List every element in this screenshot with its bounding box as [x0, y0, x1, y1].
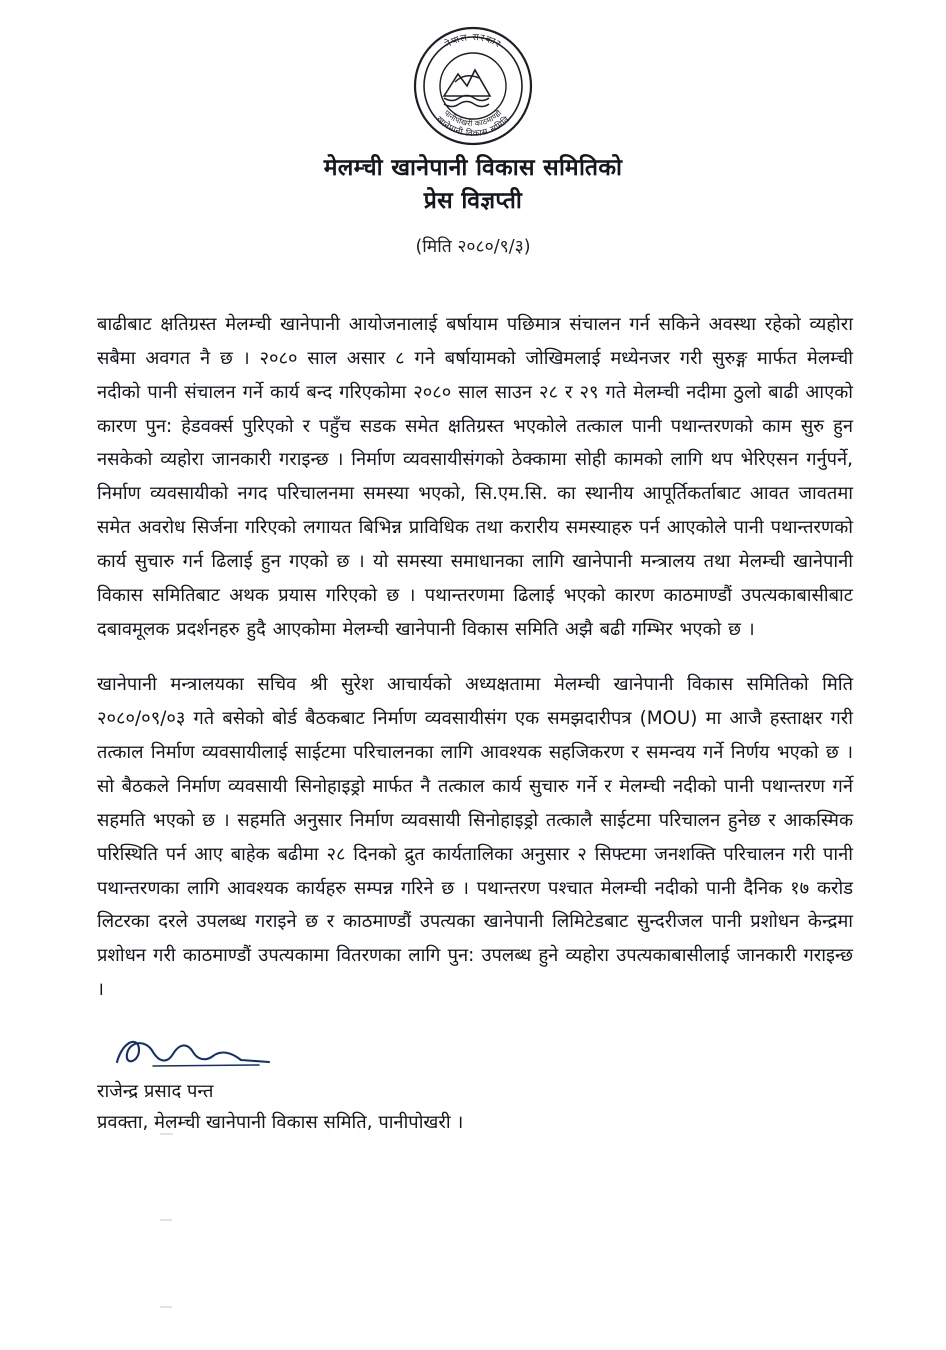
svg-text:नेपाल सरकार: नेपाल सरकार — [443, 31, 503, 51]
signatory-role: प्रवक्ता, मेलम्ची खानेपानी विकास समिति, पानीपोखरी । — [97, 1112, 464, 1134]
scan-speck — [160, 1306, 172, 1308]
svg-text:खानेपानी विकास समिति: खानेपानी विकास समिति — [433, 114, 513, 140]
document-date: (मिति २०८०/९/३) — [415, 237, 531, 258]
paragraph-2: खानेपानी मन्त्रालयका सचिव श्री सुरेश आचार्यको अध्यक्षतामा मेलम्ची खानेपानी विकास समितिको मिति २०८०/०९/०३ गते बसेको बोर्ड बैठकबाट निर्माण व्यवसायीसंग एक समझदारीपत्र (MOU) मा आजै हस्ताक्षर गरी तत्काल निर्माण व्यवसायीलाई साईटमा परिचालनका लागि आवश्यक सहजिकरण र समन्वय गर्ने निर्णय भएको छ । सो बैठकले निर्माण व्यवसायी सिनोहाइड्रो मार्फत नै तत्काल कार्य सुचारु गर्ने र मेलम्ची नदीको पानी पथान्तरण गर्ने सहमति भएको छ । सहमति अनुसार निर्माण व्यवसायी सिनोहाइड्रो तत्कालै साईटमा परिचालन हुनेछ र आकस्मिक परिस्थिति पर्न आए बाहेक बढीमा २८ दिनको द्रुत कार्यतालिका अनुसार २ सिफ्टमा जनशक्ति परिचालन गरी पानी पथान्तरणका लागि आवश्यक कार्यहरु सम्पन्न गरिने छ । पथान्तरण पश्चात मेलम्ची नदीको पानी दैनिक १७ करोड लिटरका दरले उपलब्ध गराइने छ र काठमाण्डौं उपत्यका खानेपानी लिमिटेडबाट सुन्दरीजल पानी प्रशोधन केन्द्रमा प्रशोधन गरी काठमाण्डौं उपत्यकामा वितरणका लागि पुन: उपलब्ध हुने व्यहोरा उपत्यकाबासीलाई जानकारी गराइन्छ । — [97, 674, 853, 1001]
handwritten-signature-icon — [109, 1032, 797, 1074]
document-body — [97, 308, 853, 1007]
scan-speck — [160, 1133, 173, 1135]
signatory-name: राजेन्द्र प्रसाद पन्त — [97, 1081, 214, 1102]
scan-speck — [160, 1219, 172, 1221]
nepal-government-emblem-icon — [411, 24, 535, 148]
page-title-line-2: प्रेस विज्ञप्ती — [423, 187, 523, 214]
paragraph-1: बाढीबाट क्षतिग्रस्त मेलम्ची खानेपानी आयोजनालाई बर्षायाम पछिमात्र संचालन गर्न सकिने अवस्था रहेको व्यहोरा सबैमा अवगत नै छ । २०८० साल असार ८ गने बर्षायामको जोखिमलाई मध्येनजर गरी सुरुङ्ग मार्फत मेलम्ची नदीको पानी संचालन गर्ने कार्य बन्द गरिएकोमा २०८० साल साउन २८ र २९ गते मेलम्ची नदीमा ठुलो बाढी आएको कारण पुन: हेडवर्क्स पुरिएको र पहुँच सडक समेत क्षतिग्रस्त भएकोले तत्काल पानी पथान्तरणको काम सुरु हुन नसकेको व्यहोरा जानकारी गराइन्छ । निर्माण व्यवसायीसंगको ठेक्कामा सोही कामको लागि थप भेरिएसन गर्नुपर्ने, निर्माण व्यवसायीको नगद परिचालनमा समस्या भएको, सि.एम.सि. का स्थानीय आपूर्तिकर्ताबाट आवत जावतमा समेत अवरोध सिर्जना गरिएको लगायत बिभिन्न प्राविधिक तथा करारीय समस्याहरु पर्न आएकोले पानी पथान्तरणको कार्य सुचारु गर्न ढिलाई हुन गएको छ । यो समस्या समाधानका लागि खानेपानी मन्त्रालय तथा मेलम्ची खानेपानी विकास समितिबाट अथक प्रयास गरिएको छ । पथान्तरणमा ढिलाई भएको कारण काठमाण्डौं उपत्यकाबासीबाट दबावमूलक प्रदर्शनहरु हुदै आएकोमा मेलम्ची खानेपानी विकास समिति अझै बढी गम्भिर भएको छ । — [97, 314, 853, 640]
document-title-block — [0, 152, 946, 258]
page-title-line-1: मेलम्ची खानेपानी विकास समितिको — [323, 155, 623, 181]
emblem-container — [0, 24, 946, 148]
svg-text:पानीपोखरी काठमाण्डौ: पानीपोखरी काठमाण्डौ — [442, 108, 504, 129]
signature-block — [97, 1032, 797, 1138]
